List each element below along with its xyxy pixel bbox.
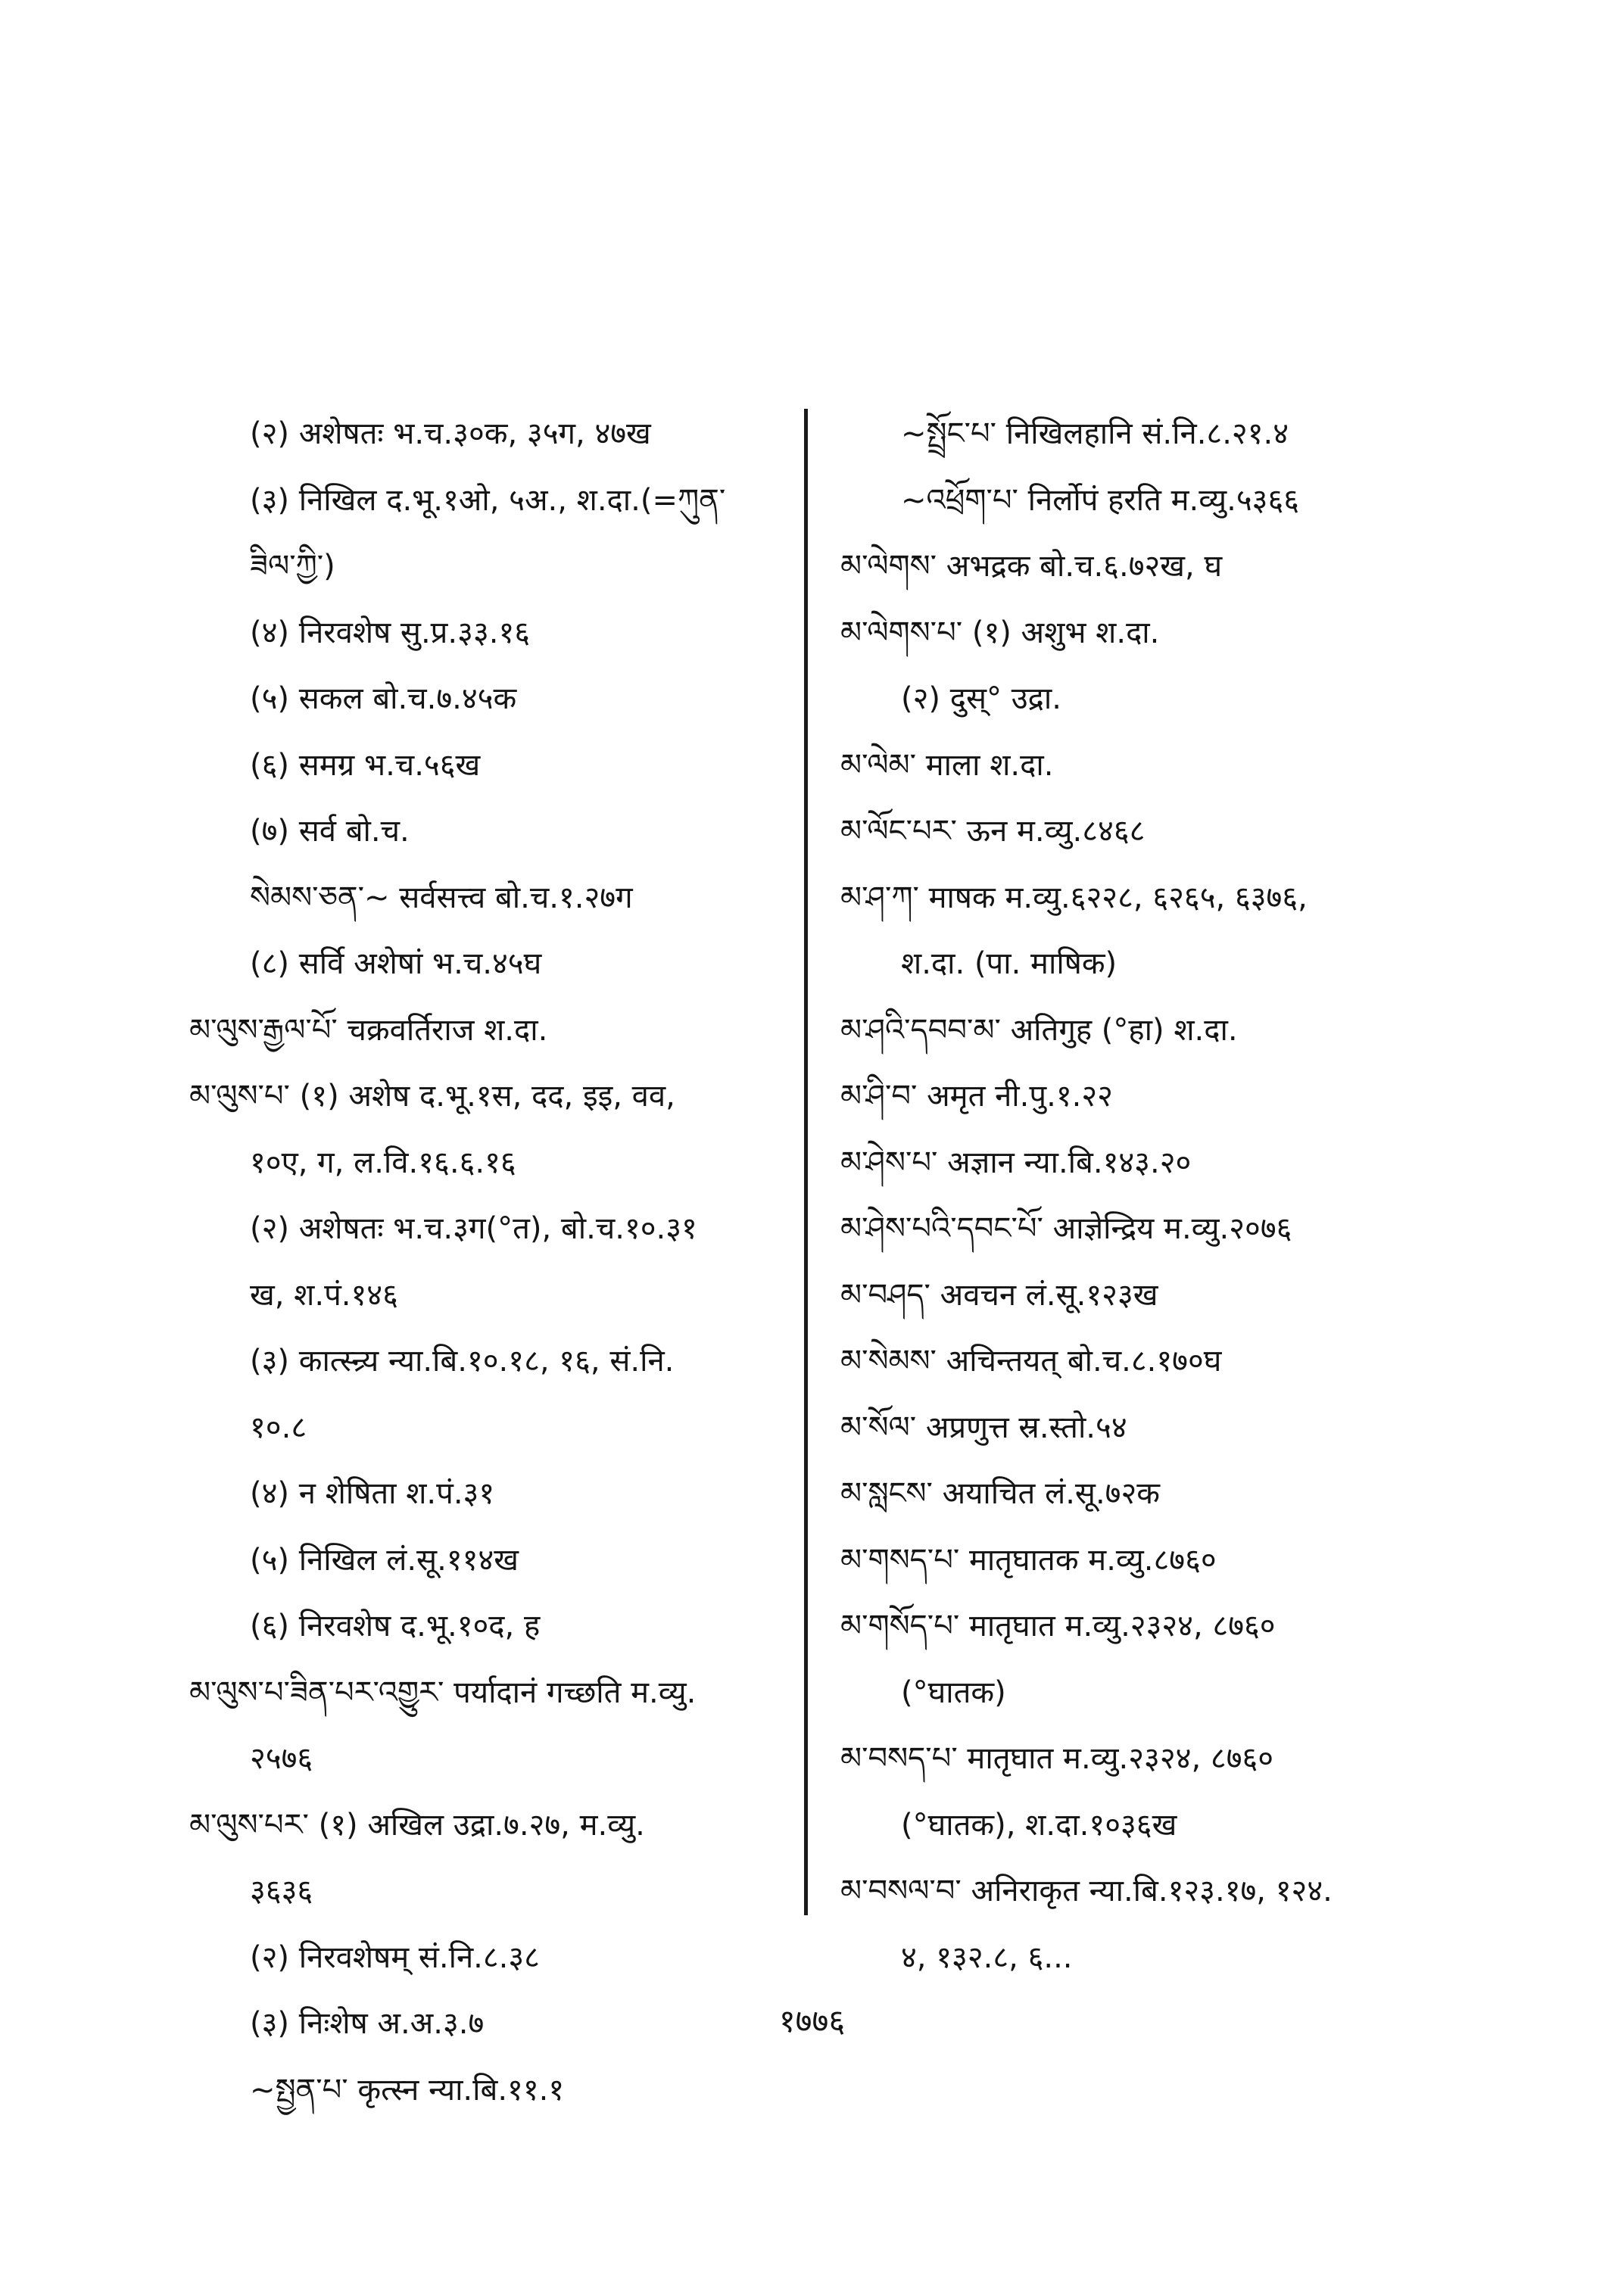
dictionary-entry-line: ३६३६ — [250, 1874, 313, 1908]
dictionary-entry-line: (२) दुस्° उद्रा. — [901, 681, 1061, 716]
dictionary-entry-line: མ་ལེགས་པ་ (१) अशुभ श.दा. — [840, 615, 1160, 650]
dictionary-entry-line: མ་གསད་པ་ मातृघातक म.व्यु.८७६० — [840, 1542, 1217, 1578]
dictionary-entry-line: མ་ཤའི་དབབ་མ་ अतिगुह (°हा) श.दा. — [840, 1012, 1238, 1048]
dictionary-entry-line: २५७६ — [250, 1741, 313, 1776]
dictionary-entry-line: མ་བཤད་ अवचन लं.सू.१२३ख — [840, 1277, 1158, 1313]
dictionary-entry-line: མ་ལོང་པར་ ऊन म.व्यु.८४६८ — [840, 814, 1146, 849]
dictionary-entry-line: མ་ལུས་པར་ (१) अखिल उद्रा.७.२७, म.व्यु. — [189, 1807, 645, 1843]
dictionary-entry-line: མ་སོལ་ अप्रणुत्त स्र.स्तो.५४ — [840, 1410, 1127, 1445]
dictionary-entry-line: མ་ཤེས་པའི་དབང་པོ་ आज्ञेन्द्रिय म.व्यु.२०७६ — [840, 1211, 1292, 1246]
dictionary-entry-line: (५) सकल बो.च.७.४५क — [250, 681, 517, 716]
dictionary-entry-line: १०.८ — [250, 1410, 307, 1445]
dictionary-entry-line: ख, श.पं.१४६ — [250, 1277, 398, 1313]
dictionary-entry-line: མ་ཤེས་པ་ अज्ञान न्या.बि.१४३.२० — [840, 1145, 1192, 1180]
dictionary-entry-line: (७) सर्व बो.च. — [250, 814, 410, 849]
dictionary-entry-line: མ་ལུས་རྒྱལ་པོ་ चक्रवर्तिराज श.दा. — [189, 1012, 548, 1048]
dictionary-entry-line: श.दा. (पा. माषिक) — [901, 946, 1117, 981]
dictionary-entry-line: (५) निखिल लं.सू.११४ख — [250, 1542, 519, 1578]
dictionary-entry-line: (३) निःशेष अ.अ.३.७ — [250, 2006, 485, 2041]
dictionary-entry-line: ~སྤྲོང་པ་ निखिलहानि सं.नि.८.२१.४ — [901, 416, 1289, 451]
dictionary-entry-line: (३) कात्स्न्र्य न्या.बि.१०.१८, १६, सं.नि. — [250, 1344, 675, 1379]
dictionary-entry-line: མ་ཤི་བ་ अमृत नी.पु.१.२२ — [840, 1079, 1113, 1114]
dictionary-entry-line: (२) अशेषतः भ.च.३०क, ३५ग, ४७ख — [250, 416, 651, 451]
dictionary-entry-line: མ་ལེགས་ अभद्रक बो.च.६.७२ख, घ — [840, 549, 1223, 584]
dictionary-entry-line: མ་སེམས་ अचिन्तयत् बो.च.८.१७०घ — [840, 1344, 1222, 1379]
dictionary-entry-line: (३) निखिल द.भू.१ओ, ५अ., श.दा.(=ཀུན་ — [250, 482, 726, 518]
dictionary-entry-line: མ་སླངས་ अयाचित लं.सू.७२क — [840, 1476, 1160, 1511]
dictionary-entry-line: མ་བསལ་བ་ अनिराकृत न्या.बि.१२३.१७, १२४. — [840, 1874, 1333, 1908]
dictionary-entry-line: १०ए, ग, ल.वि.१६.६.१६ — [250, 1145, 516, 1180]
left-column — [189, 401, 818, 2123]
dictionary-entry-line: (८) सर्वि अशेषां भ.च.४५घ — [250, 946, 542, 981]
dictionary-entry-line: (२) अशेषतः भ.च.३ग(°त), बो.च.१०.३१ — [250, 1211, 697, 1246]
dictionary-entry-line: (°घातक) — [901, 1675, 1006, 1710]
dictionary-entry-line: མ་གསོད་པ་ मातृघात म.व्यु.२३२४, ८७६० — [840, 1609, 1276, 1643]
dictionary-entry-line: མ་ལེམ་ माला श.दा. — [840, 747, 1054, 783]
dictionary-entry-line: (°घातक), श.दा.१०३६ख — [901, 1807, 1177, 1843]
dictionary-entry-line: (२) निरवशेषम् सं.नि.८.३८ — [250, 1939, 540, 1975]
dictionary-entry-line: སེམས་ཅན་~ सर्वसत्त्व बो.च.१.२७ग — [250, 880, 633, 915]
page-number: १७७६ — [778, 2002, 846, 2039]
dictionary-entry-line: (४) न शेषिता श.पं.३१ — [250, 1476, 495, 1511]
dictionary-entry-line: (६) निरवशेष द.भू.१०द, ह — [250, 1609, 541, 1643]
dictionary-entry-line: མ་ལུས་པ་ (१) अशेष द.भू.१स, दद, इइ, वव, — [189, 1079, 675, 1114]
dictionary-entry-line: (६) समग्र भ.च.५६ख — [250, 747, 481, 783]
dictionary-entry-line: ४, १३२.८, ६... — [901, 1939, 1073, 1975]
dictionary-entry-line: ~འཕྲོག་པ་ निर्लोपं हरति म.व्यु.५३६६ — [901, 482, 1300, 518]
dictionary-entry-line: ~སྤྱན་པ་ कृत्स्न न्या.बि.११.१ — [250, 2072, 565, 2108]
right-column — [840, 401, 1446, 1991]
dictionary-entry-line: (४) निरवशेष सु.प्र.३३.१६ — [250, 615, 531, 650]
dictionary-entry-line: མ་ཤ་ཀ་ माषक म.व्यु.६२२८, ६२६५, ६३७६, — [840, 880, 1308, 915]
dictionary-entry-line: མ་བསད་པ་ मातृघात म.व्यु.२३२४, ८७६० — [840, 1741, 1274, 1776]
dictionary-entry-line: ཟིལ་ཀྱི་) — [250, 549, 335, 584]
dictionary-entry-line: མ་ལུས་པ་ཟིན་པར་འགྱུར་ पर्यादानं गच्छति म.व्यु. — [189, 1675, 697, 1710]
column-divider — [804, 409, 808, 1915]
